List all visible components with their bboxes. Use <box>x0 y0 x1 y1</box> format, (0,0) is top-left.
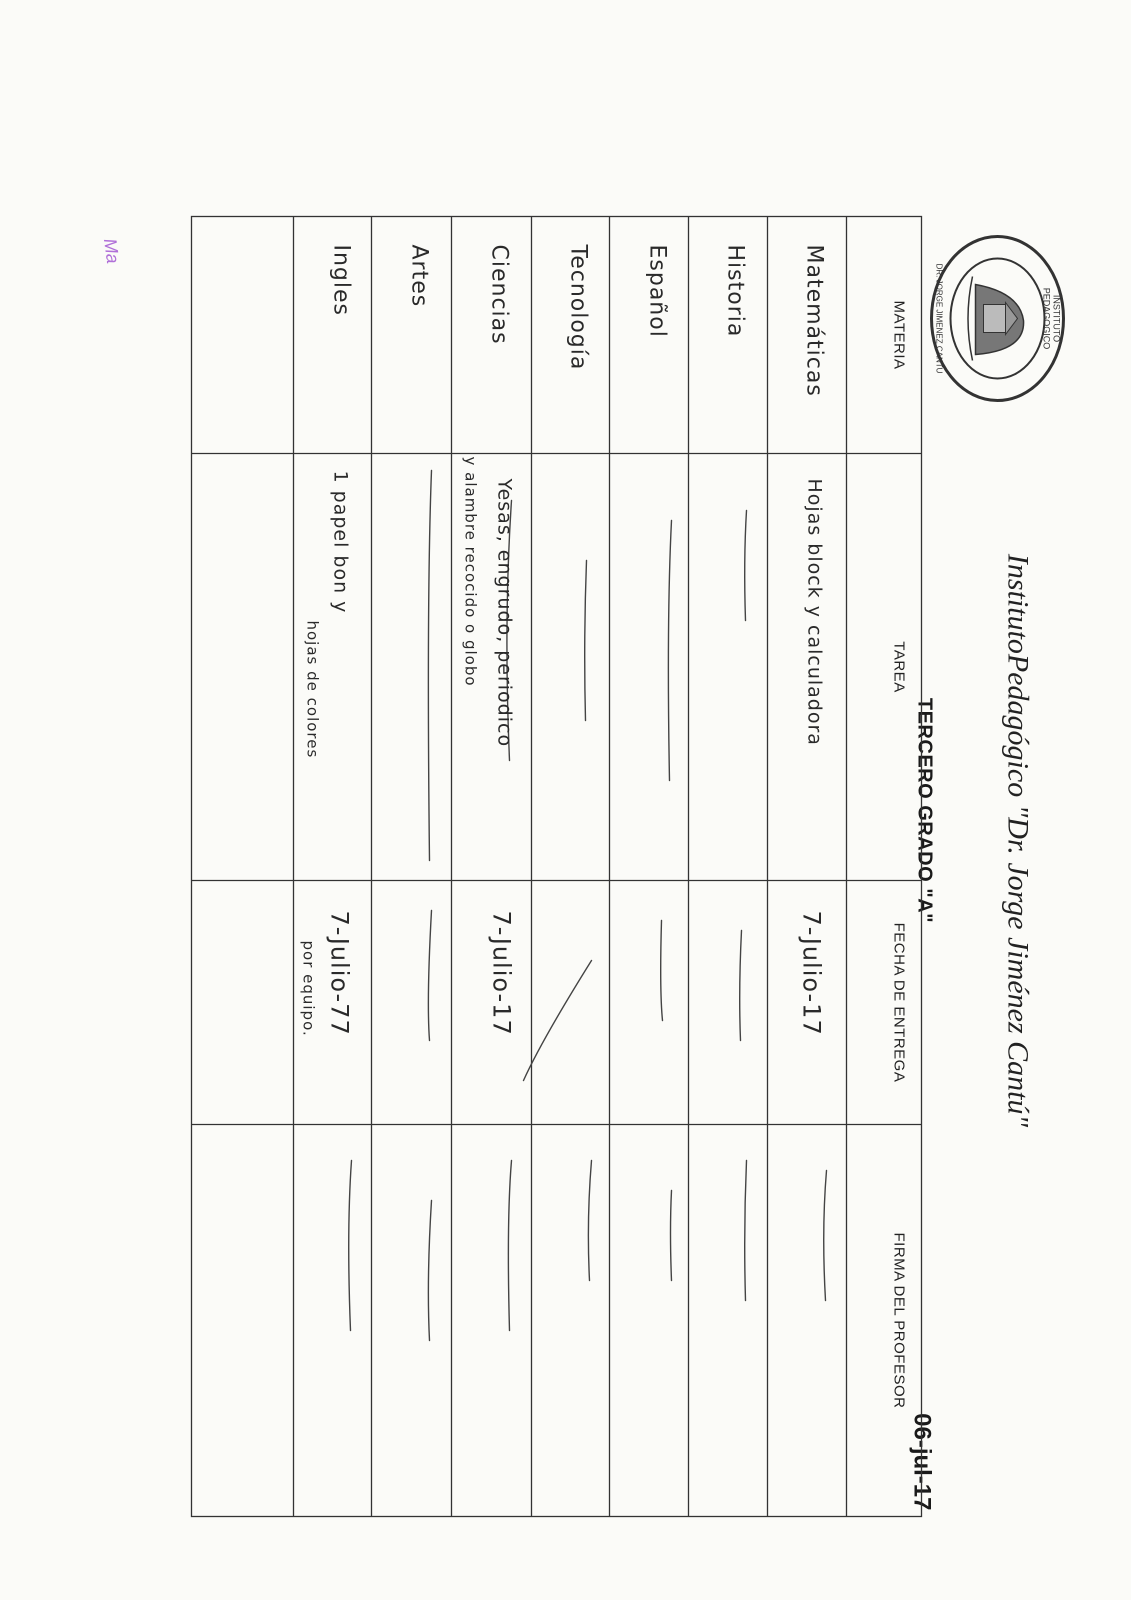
institution-title: InstitutoPedagógico "Dr. Jorge Jiménez Cantú" <box>1001 553 1034 1127</box>
seal-text-top: INSTITUTO PEDAGOGICO <box>1041 287 1061 349</box>
materia-artes: Artes <box>406 244 431 307</box>
fecha-matematicas: 7-Julio-17 <box>797 910 825 1036</box>
document-date: 06-jul-17 <box>908 1412 935 1510</box>
materia-ingles: Ingles <box>328 244 353 316</box>
materia-matematicas: Matemáticas <box>801 244 826 397</box>
margin-initials: Ma <box>99 236 123 265</box>
materia-ciencias: Ciencias <box>486 244 511 345</box>
tarea-ingles-line2: hojas de colores <box>303 620 321 758</box>
fecha-ciencias: 7-Julio-17 <box>487 910 515 1036</box>
tarea-ciencias-line2: y alambre recocido o globo <box>461 456 479 687</box>
fecha-ingles-note: por equipo. <box>299 940 317 1037</box>
fecha-ingles: 7-Julio-77 <box>325 910 353 1036</box>
tarea-matematicas: Hojas block y calculadora <box>803 478 825 746</box>
header-materia: MATERIA <box>890 299 907 370</box>
header-firma: FIRMA DEL PROFESOR <box>890 1232 907 1408</box>
tarea-ciencias-line1: Yesas, engrudo, periodico <box>493 478 515 747</box>
grade-title: TERCERO GRADO "A" <box>913 697 935 923</box>
header-fecha: FECHA DE ENTREGA <box>890 922 907 1082</box>
tarea-ingles-line1: 1 papel bon y <box>329 470 351 613</box>
seal-text-bottom: DR. JORGE JIMENEZ CANTU <box>934 263 943 373</box>
materia-tecnologia: Tecnología <box>565 244 590 370</box>
materia-espanol: Español <box>644 244 669 338</box>
materia-historia: Historia <box>722 244 747 337</box>
header-tarea: TAREA <box>890 640 907 693</box>
